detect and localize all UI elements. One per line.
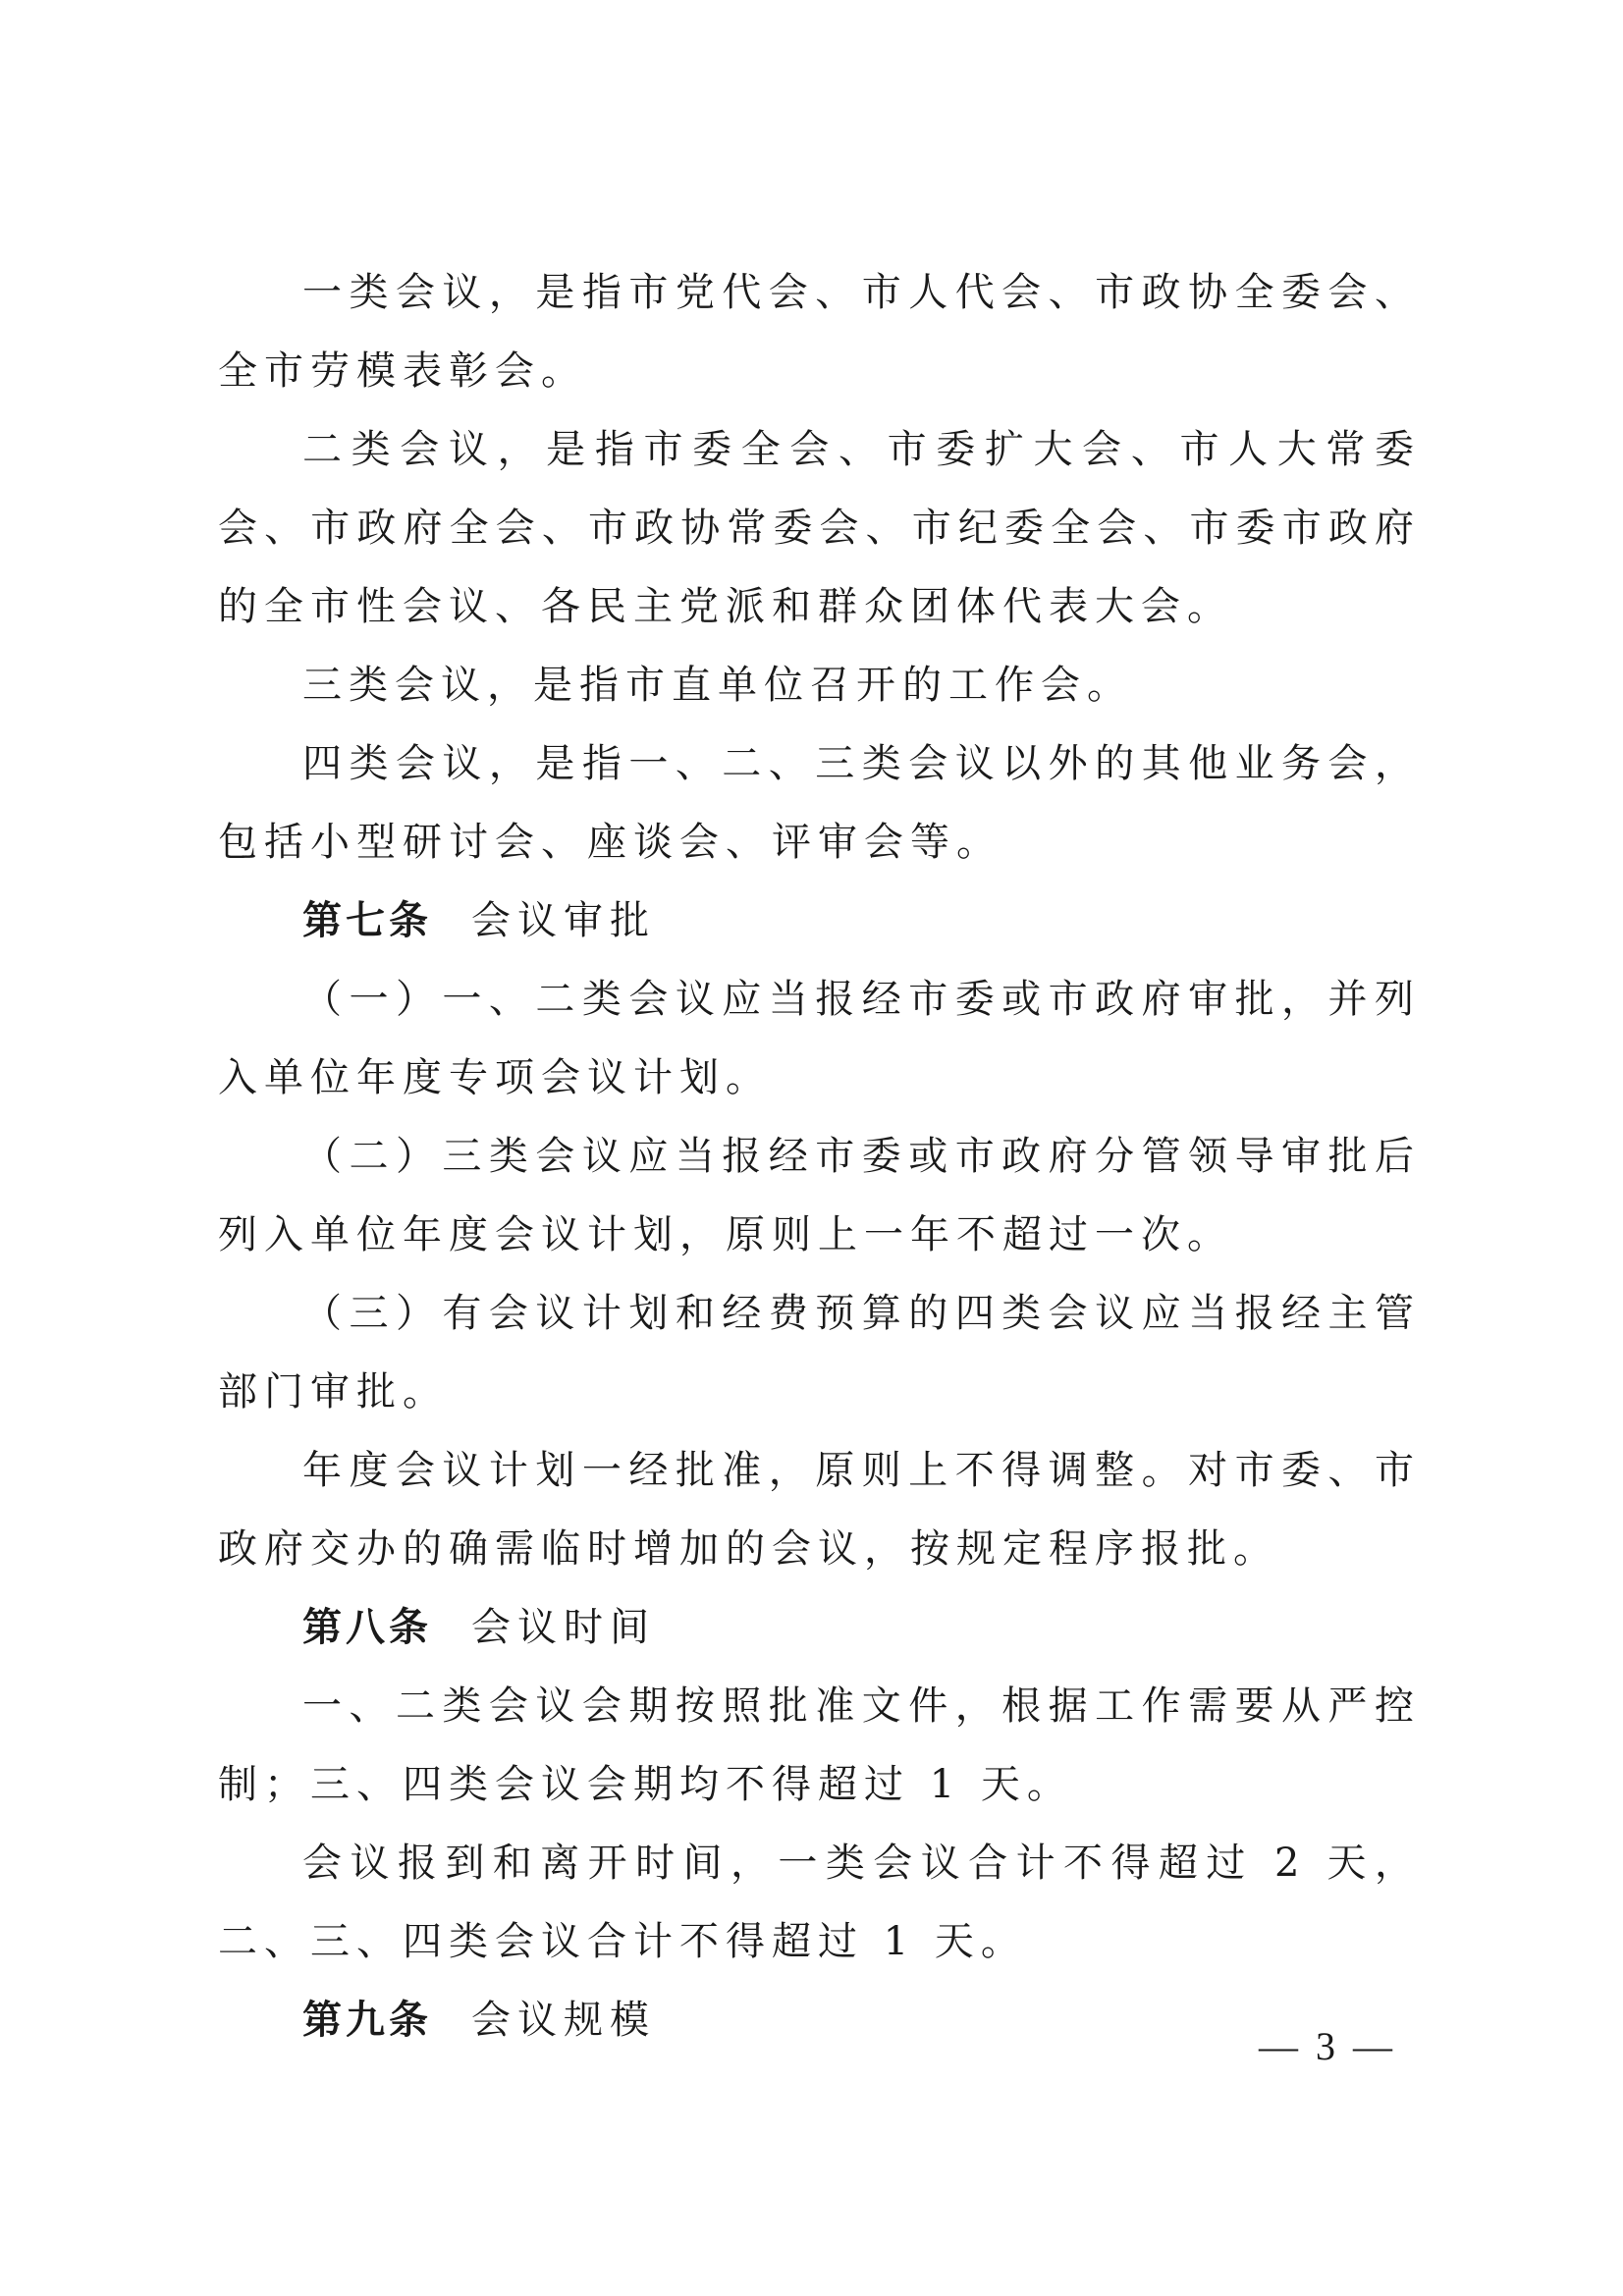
paragraph-approval-2: （二）三类会议应当报经市委或市政府分管领导审批后列入单位年度会议计划，原则上一年不超过一次。 <box>218 1134 1421 1257</box>
article-9-title: 会议规模 <box>471 1998 656 2043</box>
article-8-title: 会议时间 <box>471 1605 656 1650</box>
paragraph-category-three: 三类会议，是指市直单位召开的工作会。 <box>302 663 1133 708</box>
paragraph-annual-plan: 年度会议计划一经批准，原则上不得调整。对市委、市政府交办的确需临时增加的会议，按规定程序报批。 <box>218 1448 1421 1572</box>
paragraph-arrival-departure: 会议报到和离开时间，一类会议合计不得超过 2 天，二、三、四类会议合计不得超过 1 天。 <box>218 1841 1421 1964</box>
article-7-heading <box>218 881 1421 960</box>
article-7-title: 会议审批 <box>471 898 656 943</box>
paragraph-category-two: 二类会议，是指市委全会、市委扩大会、市人大常委会、市政府全会、市政协常委会、市纪委全会、市委市政府的全市性会议、各民主党派和群众团体代表大会。 <box>218 427 1421 629</box>
paragraph-category-four: 四类会议，是指一、二、三类会议以外的其他业务会，包括小型研讨会、座谈会、评审会等。 <box>218 741 1421 865</box>
document-body <box>218 253 1421 2059</box>
paragraph-approval-3: （三）有会议计划和经费预算的四类会议应当报经主管部门审批。 <box>218 1291 1421 1415</box>
article-9-heading <box>218 1981 1421 2059</box>
paragraph-category-one: 一类会议，是指市党代会、市人代会、市政协全委会、全市劳模表彰会。 <box>218 270 1421 394</box>
article-9-number: 第九条 <box>302 1997 432 2043</box>
page-number: — 3 — <box>1259 2024 1396 2068</box>
article-8-number: 第八条 <box>302 1604 432 1650</box>
article-8-heading <box>218 1588 1421 1667</box>
paragraph-approval-1: （一）一、二类会议应当报经市委或市政府审批，并列入单位年度专项会议计划。 <box>218 977 1421 1100</box>
paragraph-meeting-duration: 一、二类会议会期按照批准文件，根据工作需要从严控制；三、四类会议会期均不得超过 1 天。 <box>218 1683 1421 1807</box>
article-7-number: 第七条 <box>302 897 432 943</box>
